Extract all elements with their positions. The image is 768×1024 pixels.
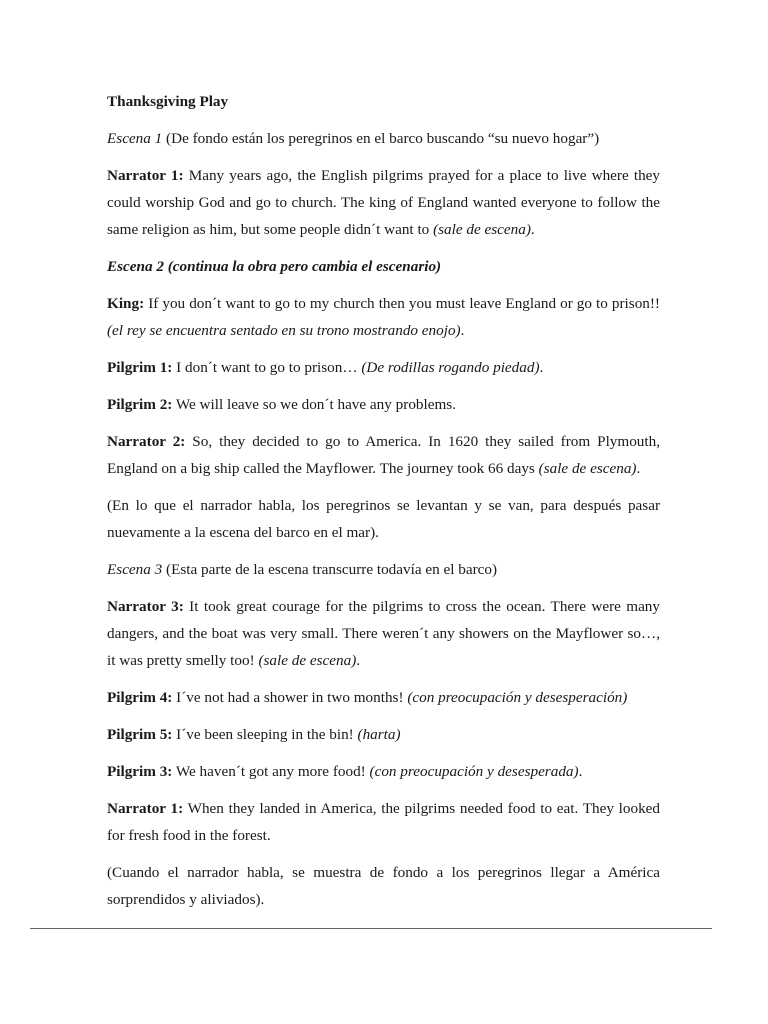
- speaker-label: Pilgrim 2:: [107, 396, 173, 413]
- play-script: [107, 88, 660, 923]
- stage-direction: (con preocupación y desesperada): [369, 763, 579, 780]
- line-end: .: [460, 322, 465, 339]
- narrator-1-line: [107, 162, 660, 243]
- scene-heading: Escena 1: [107, 130, 163, 147]
- scene-heading: Escena 2 (continua la obra pero cambia el escenario): [107, 258, 442, 275]
- page-divider: [30, 928, 712, 929]
- speaker-label: Narrator 3:: [107, 598, 184, 615]
- speaker-label: Narrator 1:: [107, 800, 184, 817]
- dialogue-text: It took great courage for the pilgrims to cross the ocean. There were many dangers, and the boat was very small. There weren´t any showers on the Mayflower so…, it was pretty smelly too!: [107, 598, 660, 669]
- speaker-label: Pilgrim 5:: [107, 726, 173, 743]
- speaker-label: Pilgrim 1:: [107, 359, 173, 376]
- pilgrim-4-line: [107, 684, 660, 711]
- dialogue-text: I´ve been sleeping in the bin!: [172, 726, 358, 743]
- scene-1-paragraph: [107, 125, 660, 152]
- speaker-label: Narrator 2:: [107, 433, 186, 450]
- scene-heading: Escena 3: [107, 561, 163, 578]
- narrator-2-line: [107, 428, 660, 482]
- dialogue-text: If you don´t want to go to my church then you must leave England or go to prison!!: [144, 295, 660, 312]
- speaker-label: Narrator 1:: [107, 167, 184, 184]
- speaker-label: Pilgrim 3:: [107, 763, 173, 780]
- stage-direction: (sale de escena): [433, 221, 531, 238]
- line-end: .: [530, 221, 535, 238]
- dialogue-text: I´ve not had a shower in two months!: [172, 689, 408, 706]
- narrator-3-line: [107, 593, 660, 674]
- speaker-label: King:: [107, 295, 145, 312]
- stage-direction: (sale de escena): [258, 652, 357, 669]
- scene-description: (Esta parte de la escena transcurre todavía en el barco): [162, 561, 498, 578]
- scene-3-paragraph: [107, 556, 660, 583]
- dialogue-text: So, they decided to go to America. In 1620 they sailed from Plymouth, England on a big ship called the Mayflower. The journey took 66 days: [107, 433, 660, 477]
- pilgrim-5-line: [107, 721, 660, 748]
- line-end: .: [539, 359, 544, 376]
- line-end: .: [356, 652, 361, 669]
- speaker-label: Pilgrim 4:: [107, 689, 173, 706]
- line-end: .: [578, 763, 583, 780]
- stage-note: (En lo que el narrador habla, los peregrinos se levantan y se van, para después pasar nuevamente a la escena del barco en el mar).: [107, 497, 660, 541]
- dialogue-text: Many years ago, the English pilgrims prayed for a place to live where they could worship God and go to church. The king of England wanted everyone to follow the same religion as him, but some people didn´t want to: [107, 167, 661, 238]
- narrator-1-second-line: [107, 795, 660, 849]
- pilgrim-3-line: [107, 758, 660, 785]
- scene-description: (De fondo están los peregrinos en el barco buscando “su nuevo hogar”): [162, 130, 600, 147]
- stage-note: (Cuando el narrador habla, se muestra de fondo a los peregrinos llegar a América sorprendidos y aliviados).: [107, 864, 660, 908]
- document-title: Thanksgiving Play: [107, 93, 229, 110]
- line-end: .: [636, 460, 641, 477]
- dialogue-text: I don´t want to go to prison…: [172, 359, 362, 376]
- dialogue-text: We will leave so we don´t have any problems.: [172, 396, 456, 413]
- stage-direction: (harta): [357, 726, 401, 743]
- stage-direction: (el rey se encuentra sentado en su trono mostrando enojo): [107, 322, 461, 339]
- dialogue-text: We haven´t got any more food!: [172, 763, 370, 780]
- stage-direction: (sale de escena): [538, 460, 637, 477]
- pilgrim-1-line: [107, 354, 660, 381]
- king-line: [107, 290, 660, 344]
- scene-2-paragraph: [107, 253, 660, 280]
- stage-direction: (De rodillas rogando piedad): [361, 359, 540, 376]
- dialogue-text: When they landed in America, the pilgrims needed food to eat. They looked for fresh food in the forest.: [107, 800, 661, 844]
- pilgrim-2-line: [107, 391, 660, 418]
- stage-direction: (con preocupación y desesperación): [407, 689, 628, 706]
